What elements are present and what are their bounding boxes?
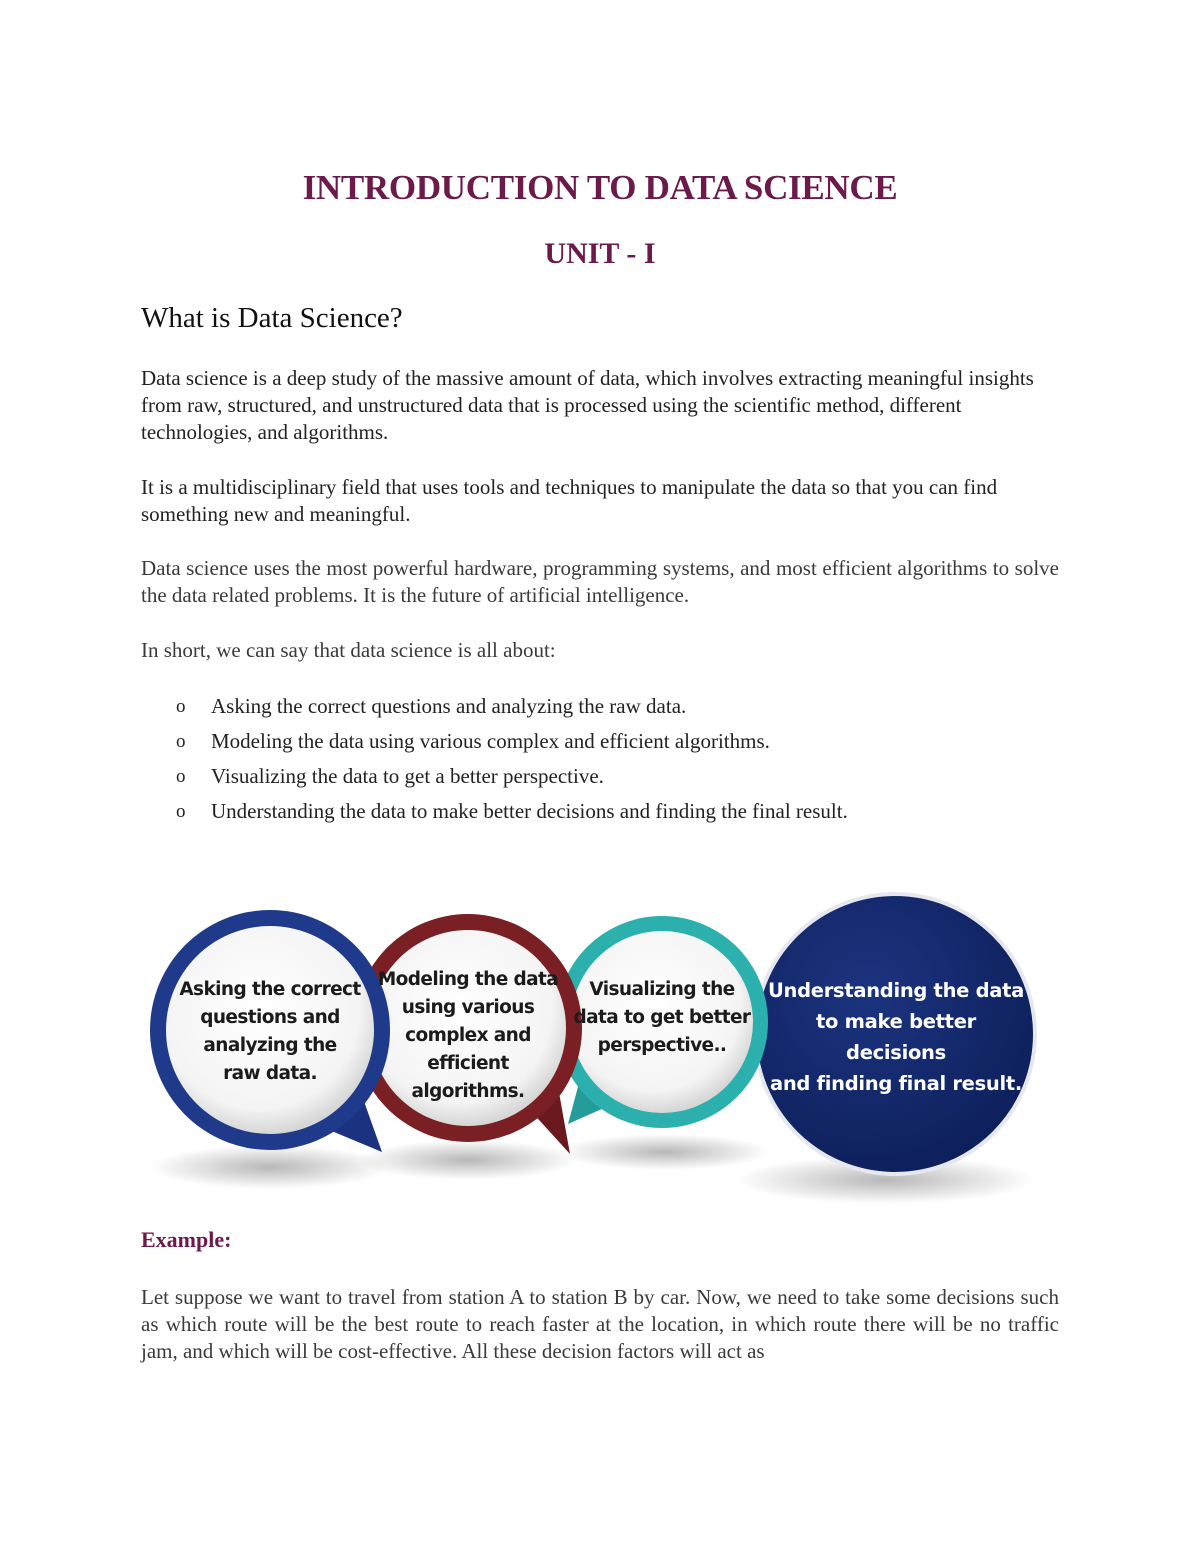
circle-4-line: to make better decisions bbox=[816, 1010, 976, 1064]
bullet-list bbox=[141, 693, 1059, 833]
circle-3-label bbox=[572, 976, 752, 1060]
circle-2-line: complex and bbox=[405, 1025, 531, 1046]
circle-2-line: Modeling the data bbox=[377, 969, 559, 990]
circle-1-line: Asking the correct bbox=[179, 979, 361, 1000]
circle-2-line: efficient bbox=[427, 1053, 509, 1074]
list-item-text: Modeling the data using various complex and efficient algorithms. bbox=[211, 729, 770, 753]
circle-4-line: Understanding the data bbox=[768, 979, 1024, 1002]
paragraph-hardware: Data science uses the most powerful hardware, programming systems, and most efficient algorithms to solve the data related problems. It is the future of artificial intelligence. bbox=[141, 556, 1059, 607]
circle-3-line: data to get better bbox=[573, 1007, 751, 1028]
circle-1-line: raw data. bbox=[223, 1063, 317, 1084]
paragraph-in-short: In short, we can say that data science is all about: bbox=[141, 638, 556, 662]
example-paragraph: Let suppose we want to travel from station A to station B by car. Now, we need to take some decisions such as which route will be the best route to reach faster at the location, in which route there will be no traffic jam, and which will be cost-effective. All these decision factors will act as bbox=[141, 1285, 1059, 1363]
list-item-text: Asking the correct questions and analyzing the raw data. bbox=[211, 694, 687, 718]
list-item bbox=[141, 728, 1059, 763]
circle-4-line: and finding final result. bbox=[769, 1072, 1023, 1095]
list-item bbox=[141, 798, 1059, 833]
circle-1-line: questions and bbox=[200, 1007, 340, 1028]
circle-2-line: algorithms. bbox=[411, 1081, 525, 1102]
circle-4-label bbox=[766, 975, 1026, 1099]
document-title: INTRODUCTION TO DATA SCIENCE bbox=[302, 168, 898, 207]
circle-3-line: perspective.. bbox=[597, 1035, 727, 1056]
circle-1-label bbox=[164, 976, 376, 1088]
section-heading: What is Data Science? bbox=[141, 302, 403, 334]
paragraph-multidisciplinary: It is a multidisciplinary field that uses tools and techniques to manipulate the data so that you can find something new and meaningful. bbox=[141, 475, 998, 526]
circle-1-line: analyzing the bbox=[203, 1035, 337, 1056]
unit-label: UNIT - I bbox=[544, 237, 656, 270]
bullet-marker: o bbox=[176, 766, 186, 787]
list-item bbox=[141, 693, 1059, 728]
circle-3-line: Visualizing the bbox=[589, 979, 735, 1000]
data-science-diagram bbox=[150, 862, 1050, 1207]
circle-2-line: using various bbox=[401, 997, 535, 1018]
paragraph-definition: Data science is a deep study of the massive amount of data, which involves extracting meaningful insights from raw, structured, and unstructured data that is processed using the scientific method, different technologies, and algorithms. bbox=[141, 366, 1034, 444]
list-item-text: Visualizing the data to get a better perspective. bbox=[211, 764, 604, 788]
example-heading: Example: bbox=[141, 1227, 232, 1252]
shadow-2 bbox=[358, 1140, 578, 1180]
shadow-3 bbox=[560, 1134, 770, 1170]
bullet-marker: o bbox=[176, 696, 186, 717]
bullet-marker: o bbox=[176, 731, 186, 752]
bullet-marker: o bbox=[176, 801, 186, 822]
shadow-1 bbox=[150, 1145, 390, 1189]
list-item-text: Understanding the data to make better decisions and finding the final result. bbox=[211, 799, 848, 823]
list-item bbox=[141, 763, 1059, 798]
circle-2-label bbox=[368, 966, 568, 1106]
